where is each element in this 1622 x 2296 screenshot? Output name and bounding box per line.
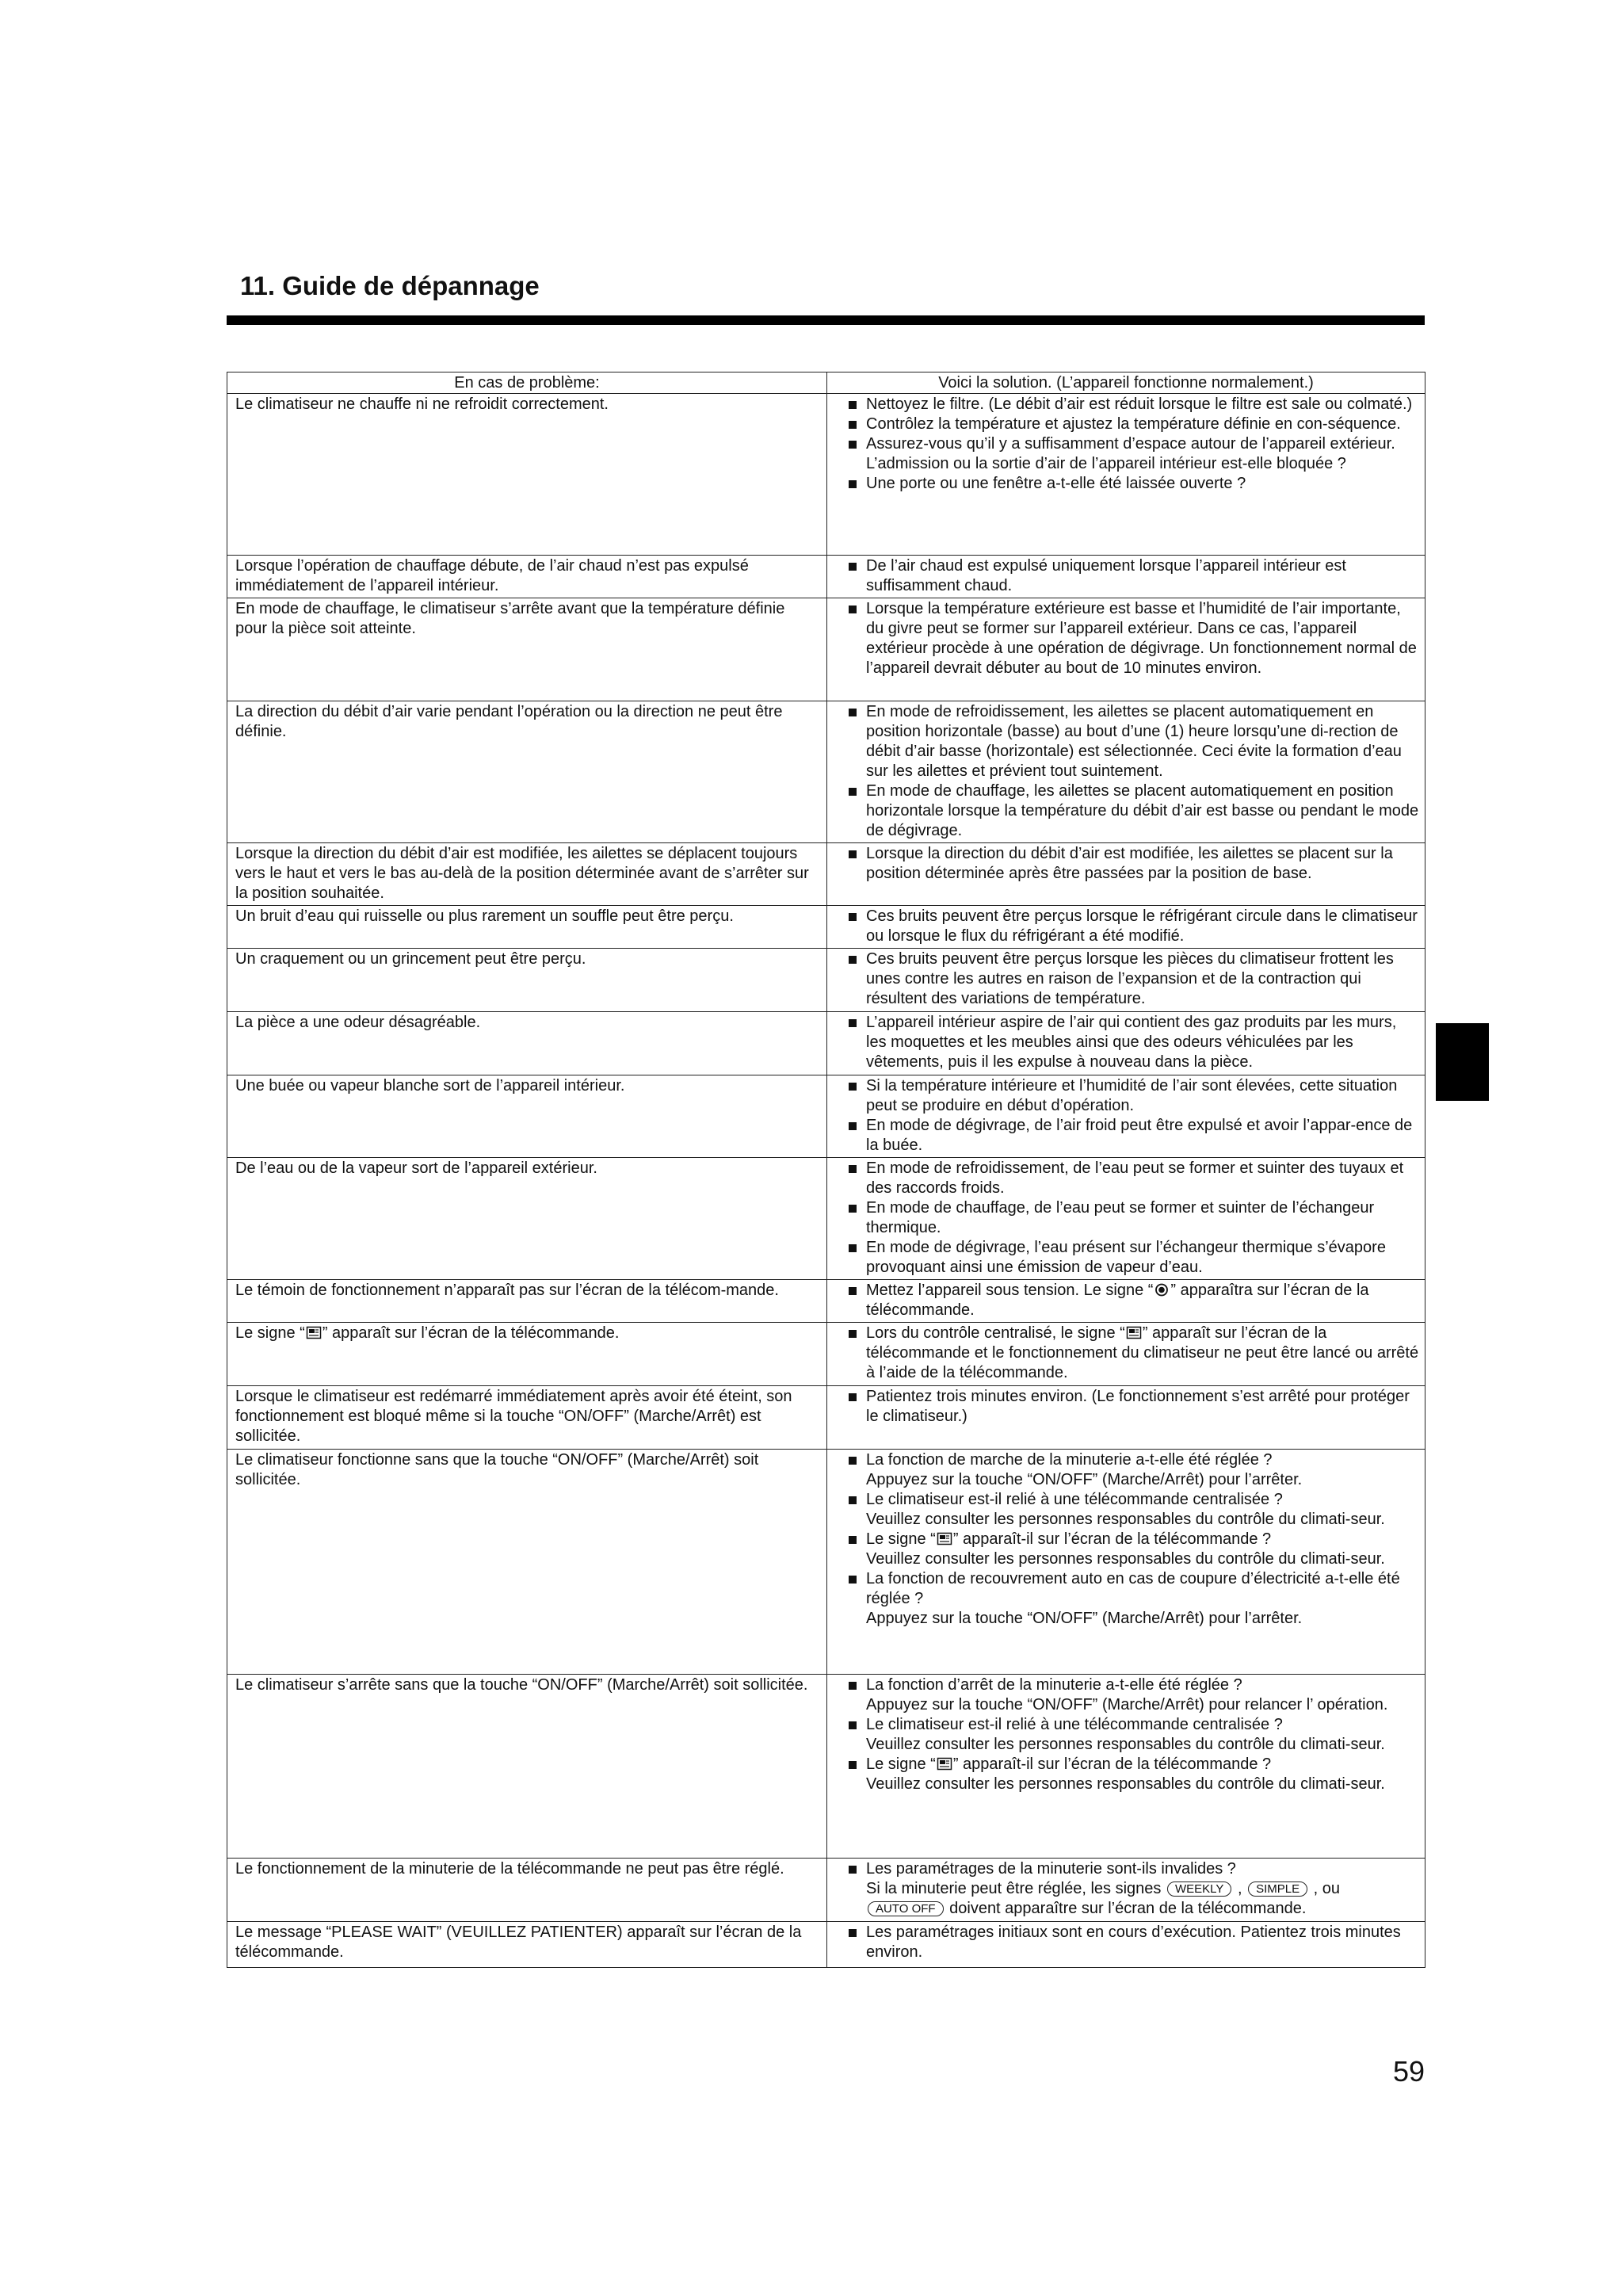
separator-text: , ou — [1313, 1880, 1341, 1897]
solution-item: En mode de chauffage, les ailettes se placent automatiquement en position horizontale lorsque la température du débit d’air est basse ou pendant le mode de dégivrage. — [846, 781, 1420, 841]
problem-cell: La direction du débit d’air varie pendant l’opération ou la direction ne peut être définie. — [227, 701, 827, 843]
solution-item: En mode de chauffage, de l’eau peut se former et suinter de l’échangeur thermique. — [846, 1198, 1420, 1238]
solution-item: L’appareil intérieur aspire de l’air qui contient des gaz produits par les murs, les moquettes et les meubles ainsi que des odeurs véhiculées par les vêtements, puis il les expulse à nouveau dans la pièce. — [846, 1013, 1420, 1072]
centralized-control-icon — [1126, 1326, 1142, 1339]
solution-item — [846, 1281, 1420, 1320]
problem-cell: En mode de chauffage, le climatiseur s’arrête avant que la température définie pour la pièce soit atteinte. — [227, 598, 827, 701]
centralized-control-icon — [937, 1757, 952, 1771]
solution-continuation — [846, 1879, 1420, 1899]
solution-item: La fonction d’arrêt de la minuterie a-t-elle été réglée ? — [846, 1675, 1420, 1695]
solution-item: Si la température intérieure et l’humidité de l’air sont élevées, cette situation peut se produire en début d’opération. — [846, 1076, 1420, 1116]
solution-text: ” apparaît-il sur l’écran de la télécommande ? — [952, 1530, 1272, 1548]
solution-cell — [827, 949, 1425, 1012]
solution-cell — [827, 843, 1425, 906]
centralized-control-icon — [937, 1532, 952, 1545]
problem-cell: La pièce a une odeur désagréable. — [227, 1012, 827, 1075]
table-row — [227, 1012, 1425, 1075]
solution-item: Contrôlez la température et ajustez la température définie en con-séquence. — [846, 415, 1420, 434]
solution-cell — [827, 394, 1425, 556]
solution-item: Patientez trois minutes environ. (Le fonctionnement s’est arrêté pour protéger le climatiseur.) — [846, 1387, 1420, 1427]
simple-badge: SIMPLE — [1248, 1881, 1307, 1897]
table-row — [227, 1280, 1425, 1323]
table-row — [227, 598, 1425, 701]
solution-cell — [827, 701, 1425, 843]
solution-item: Ces bruits peuvent être perçus lorsque le réfrigérant circule dans le climatiseur ou lorsque le flux du réfrigérant a été modifié. — [846, 907, 1420, 946]
problem-cell: Un craquement ou un grincement peut être perçu. — [227, 949, 827, 1012]
problem-cell: De l’eau ou de la vapeur sort de l’appareil extérieur. — [227, 1158, 827, 1280]
solution-cell — [827, 1675, 1425, 1859]
solution-item — [846, 1755, 1420, 1775]
solution-cell — [827, 1158, 1425, 1280]
solution-item: De l’air chaud est expulsé uniquement lorsque l’appareil intérieur est suffisamment chaud. — [846, 556, 1420, 596]
solution-cell — [827, 1922, 1425, 1968]
solution-cell — [827, 1280, 1425, 1323]
table-row — [227, 1158, 1425, 1280]
solution-text: doivent apparaître sur l’écran de la télécommande. — [949, 1900, 1307, 1917]
solution-item: La fonction de marche de la minuterie a-t-elle été réglée ? — [846, 1450, 1420, 1470]
centralized-control-icon — [306, 1326, 322, 1339]
solution-text: ” apparaît-il sur l’écran de la télécommande ? — [952, 1755, 1272, 1773]
problem-cell: Lorsque le climatiseur est redémarré immédiatement après avoir été éteint, son fonctionnement est bloqué même si la touche “ON/OFF” (Marche/Arrêt) est sollicitée. — [227, 1386, 827, 1450]
solution-text: Le signe “ — [866, 1530, 936, 1548]
table-row — [227, 701, 1425, 843]
table-row — [227, 394, 1425, 556]
solution-text: ” apparaîtra sur l’écran de la télécommande. — [866, 1282, 1369, 1319]
table-row — [227, 1323, 1425, 1386]
solution-cell — [827, 906, 1425, 949]
problem-cell: Le témoin de fonctionnement n’apparaît pas sur l’écran de la télécom-mande. — [227, 1280, 827, 1323]
problem-cell: Le climatiseur ne chauffe ni ne refroidit correctement. — [227, 394, 827, 556]
solution-item: Nettoyez le filtre. (Le débit d’air est réduit lorsque le filtre est sale ou colmaté.) — [846, 395, 1420, 415]
table-row — [227, 843, 1425, 906]
problem-text: Le signe “ — [235, 1324, 305, 1342]
table-row — [227, 1859, 1425, 1922]
problem-cell: Lorsque la direction du débit d’air est modifiée, les ailettes se déplacent toujours vers le haut et vers le bas au-delà de la position déterminée avant de s’arrêter sur la position souhaitée. — [227, 843, 827, 906]
problem-cell: Le climatiseur fonctionne sans que la touche “ON/OFF” (Marche/Arrêt) soit sollicitée. — [227, 1450, 827, 1675]
solution-item — [846, 1530, 1420, 1549]
solution-cell — [827, 556, 1425, 598]
problem-cell: Un bruit d’eau qui ruisselle ou plus rarement un souffle peut être perçu. — [227, 906, 827, 949]
solution-item: Les paramétrages initiaux sont en cours d’exécution. Patientez trois minutes environ. — [846, 1923, 1420, 1962]
solution-item: Ces bruits peuvent être perçus lorsque les pièces du climatiseur frottent les unes contre les autres en raison de l’expansion et de la contraction qui résultent des variations de température. — [846, 949, 1420, 1009]
problem-cell: Le fonctionnement de la minuterie de la télécommande ne peut pas être réglé. — [227, 1859, 827, 1922]
solution-cell — [827, 1323, 1425, 1386]
solution-continuation: Veuillez consulter les personnes responsables du contrôle du climati-seur. — [866, 1775, 1385, 1793]
problem-cell: Lorsque l’opération de chauffage débute, de l’air chaud n’est pas expulsé immédiatement de l’appareil intérieur. — [227, 556, 827, 598]
header-solution: Voici la solution. (L’appareil fonctionne normalement.) — [827, 372, 1425, 394]
section-tab — [1436, 1023, 1489, 1101]
solution-continuation: Appuyez sur la touche “ON/OFF” (Marche/Arrêt) pour l’arrêter. — [866, 1610, 1303, 1627]
solution-continuation: Veuillez consulter les personnes responsables du contrôle du climati-seur. — [866, 1736, 1385, 1753]
problem-cell — [227, 1323, 827, 1386]
solution-cell — [827, 1012, 1425, 1075]
solution-text: Lors du contrôle centralisé, le signe “ — [866, 1324, 1125, 1342]
auto-off-badge: AUTO OFF — [868, 1901, 944, 1916]
page-title: 11. Guide de dépannage — [240, 271, 540, 300]
problem-cell: Le climatiseur s’arrête sans que la touche “ON/OFF” (Marche/Arrêt) soit sollicitée. — [227, 1675, 827, 1859]
solution-item: En mode de refroidissement, les ailettes se placent automatiquement en position horizontale (basse) au bout d’une (1) heure lorsqu’une di-rection de débit d’air basse (horizontale) est sélectionnée. Ceci évite la formation d’eau sur les ailettes et prévient tout suintement. — [846, 702, 1420, 781]
solution-item: Assurez-vous qu’il y a suffisamment d’espace autour de l’appareil extérieur. — [846, 434, 1420, 454]
table-row — [227, 1675, 1425, 1859]
solution-item: En mode de refroidissement, de l’eau peut se former et suinter des tuyaux et des raccords froids. — [846, 1159, 1420, 1198]
solution-item: Le climatiseur est-il relié à une télécommande centralisée ? — [846, 1490, 1420, 1510]
table-row — [227, 1075, 1425, 1158]
solution-text: Le signe “ — [866, 1755, 936, 1773]
problem-cell: Le message “PLEASE WAIT” (VEUILLEZ PATIENTER) apparaît sur l’écran de la télécommande. — [227, 1922, 827, 1968]
solution-continuation: Appuyez sur la touche “ON/OFF” (Marche/Arrêt) pour l’arrêter. — [866, 1471, 1303, 1488]
solution-cell — [827, 1386, 1425, 1450]
troubleshooting-table — [227, 372, 1425, 1968]
weekly-badge: WEEKLY — [1167, 1881, 1231, 1897]
table-row — [227, 906, 1425, 949]
solution-text: Mettez l’appareil sous tension. Le signe “ — [866, 1282, 1154, 1299]
solution-item: La fonction de recouvrement auto en cas de coupure d’électricité a-t-elle été réglée ? — [846, 1569, 1420, 1609]
solution-cell — [827, 1450, 1425, 1675]
solution-cell — [827, 598, 1425, 701]
title-rule — [227, 315, 1425, 325]
solution-continuation: Appuyez sur la touche “ON/OFF” (Marche/Arrêt) pour relancer l’ opération. — [866, 1696, 1388, 1713]
solution-continuation — [846, 1899, 1420, 1919]
table-row — [227, 1386, 1425, 1450]
solution-cell — [827, 1859, 1425, 1922]
table-row — [227, 556, 1425, 598]
solution-continuation: Veuillez consulter les personnes responsables du contrôle du climati-seur. — [866, 1511, 1385, 1528]
solution-item: En mode de dégivrage, l’eau présent sur l’échangeur thermique s’évapore provoquant ainsi une émission de vapeur d’eau. — [846, 1238, 1420, 1278]
solution-item: Une porte ou une fenêtre a-t-elle été laissée ouverte ? — [846, 474, 1420, 494]
solution-item: En mode de dégivrage, de l’air froid peut être expulsé et avoir l’appar-ence de la buée. — [846, 1116, 1420, 1156]
table-row — [227, 949, 1425, 1012]
solution-item — [846, 1324, 1420, 1383]
problem-cell: Une buée ou vapeur blanche sort de l’appareil intérieur. — [227, 1075, 827, 1158]
solution-item: Lorsque la direction du débit d’air est modifiée, les ailettes se placent sur la position déterminée après être passées par la position de base. — [846, 844, 1420, 884]
operation-indicator-icon — [1154, 1283, 1170, 1297]
solution-continuation: Veuillez consulter les personnes responsables du contrôle du climati-seur. — [866, 1550, 1385, 1568]
separator-text: , — [1237, 1880, 1242, 1897]
solution-text: ” apparaît sur l’écran de la télécommande et le fonctionnement du climatiseur ne peut être lancé ou arrêté à l’aide de la télécommande. — [866, 1324, 1419, 1381]
table-header-row — [227, 372, 1425, 394]
table-row — [227, 1922, 1425, 1968]
solution-text: Si la minuterie peut être réglée, les signes — [866, 1880, 1162, 1897]
problem-text: ” apparaît sur l’écran de la télécommande. — [322, 1324, 620, 1342]
header-problem: En cas de problème: — [227, 372, 827, 394]
solution-continuation: L’admission ou la sortie d’air de l’appareil intérieur est-elle bloquée ? — [866, 455, 1346, 472]
page-number: 59 — [1393, 2055, 1425, 2088]
solution-cell — [827, 1075, 1425, 1158]
table-row — [227, 1450, 1425, 1675]
solution-item: Le climatiseur est-il relié à une télécommande centralisée ? — [846, 1715, 1420, 1735]
solution-item: Les paramétrages de la minuterie sont-ils invalides ? — [846, 1859, 1420, 1879]
solution-item: Lorsque la température extérieure est basse et l’humidité de l’air importante, du givre peut se former sur l’appareil extérieur. Dans ce cas, l’appareil extérieur procède à une opération de dégivrage. Un fonctionnement normal de l’appareil devrait débuter au bout de 10 minutes environ. — [846, 599, 1420, 678]
